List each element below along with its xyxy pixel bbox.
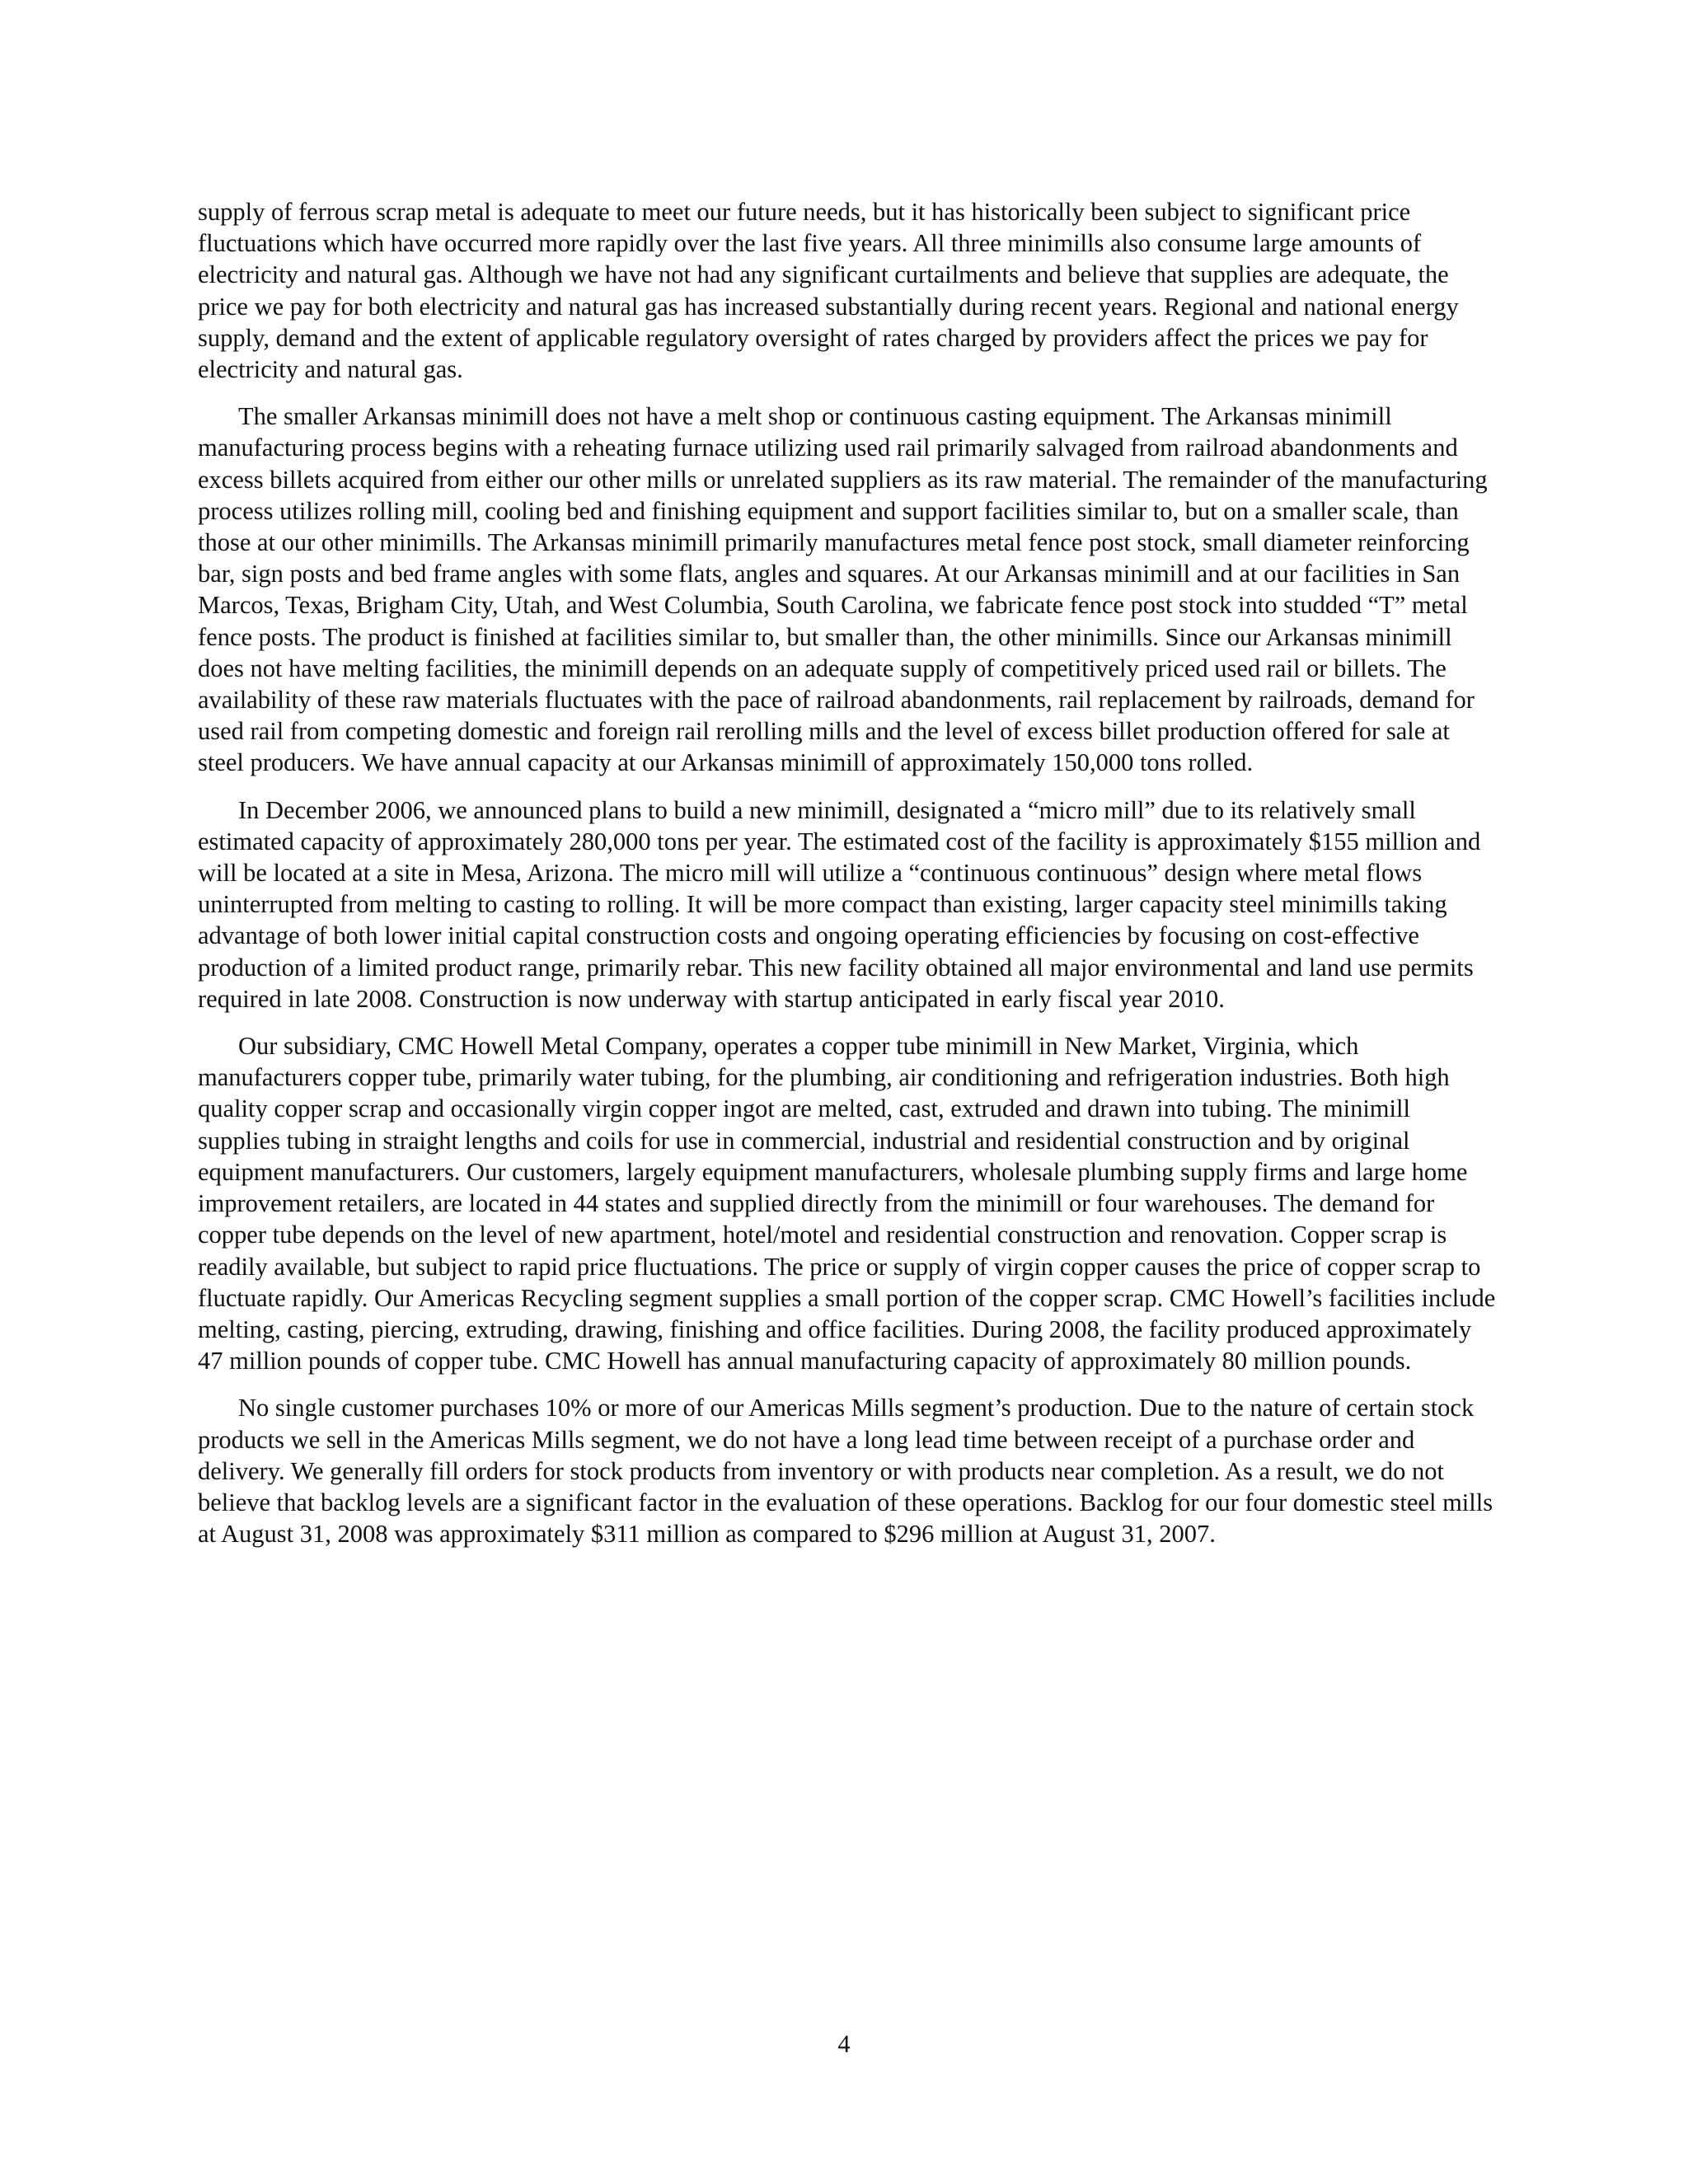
paragraph-5: No single customer purchases 10% or more of our Americas Mills segment’s production. Due to the nature of certain stock products we sell in the Americas Mills segment, we do not have a long lead time between receipt of a purchase order and delivery. We generally fill orders for stock products from inventory or with products near completion. As a result, we do not believe that backlog levels are a significant factor in the evaluation of these operations. Backlog for our four domestic steel mills at August 31, 2008 was approximately $311 million as compared to $296 million at August 31, 2007. bbox=[198, 1394, 1493, 1549]
paragraph-4: Our subsidiary, CMC Howell Metal Company, operates a copper tube minimill in New Market, Virginia, which manufacturers copper tube, primarily water tubing, for the plumbing, air conditioning and refrigeration industries. Both high quality copper scrap and occasionally virgin copper ingot are melted, cast, extruded and drawn into tubing. The minimill supplies tubing in straight lengths and coils for use in commercial, industrial and residential construction and by original equipment manufacturers. Our customers, largely equipment manufacturers, wholesale plumbing supply firms and large home improvement retailers, are located in 44 states and supplied directly from the minimill or four warehouses. The demand for copper tube depends on the level of new apartment, hotel/motel and residential construction and renovation. Copper scrap is readily available, but subject to rapid price fluctuations. The price or supply of virgin copper causes the price of copper scrap to fluctuate rapidly. Our Americas Recycling segment supplies a small portion of the copper scrap. CMC Howell’s facilities include melting, casting, piercing, extruding, drawing, finishing and office facilities. During 2008, the facility produced approximately 47 million pounds of copper tube. CMC Howell has annual manufacturing capacity of approximately 80 million pounds. bbox=[198, 1032, 1496, 1376]
paragraph-1: supply of ferrous scrap metal is adequate to meet our future needs, but it has historically been subject to significant price fluctuations which have occurred more rapidly over the last five years. All three minimills also consume large amounts of electricity and natural gas. Although we have not had any significant curtailments and believe that supplies are adequate, the price we pay for both electricity and natural gas has increased substantially during recent years. Regional and national energy supply, demand and the extent of applicable regulatory oversight of rates charged by providers affect the prices we pay for electricity and natural gas. bbox=[198, 198, 1459, 384]
paragraph-3: In December 2006, we announced plans to build a new minimill, designated a “micro mill” due to its relatively small estimated capacity of approximately 280,000 tons per year. The estimated cost of the facility is approximately $155 million and will be located at a site in Mesa, Arizona. The micro mill will utilize a “continuous continuous” design where metal flows uninterrupted from melting to casting to rolling. It will be more compact than existing, larger capacity steel minimills taking advantage of both lower initial capital construction costs and ongoing operating efficiencies by focusing on cost-effective production of a limited product range, primarily rebar. This new facility obtained all major environmental and land use permits required in late 2008. Construction is now underway with startup anticipated in early fiscal year 2010. bbox=[198, 795, 1481, 1013]
page-number: 4 bbox=[837, 2030, 851, 2058]
paragraph-2: The smaller Arkansas minimill does not have a melt shop or continuous casting equipment. The Arkansas minimill manufacturing process begins with a reheating furnace utilizing used rail primarily salvaged from railroad abandonments and excess billets acquired from either our other mills or unrelated suppliers as its raw material. The remainder of the manufacturing process utilizes rolling mill, cooling bed and finishing equipment and support facilities similar to, but on a smaller scale, than those at our other minimills. The Arkansas minimill primarily manufactures metal fence post stock, small diameter reinforcing bar, sign posts and bed frame angles with some flats, angles and squares. At our Arkansas minimill and at our facilities in San Marcos, Texas, Brigham City, Utah, and West Columbia, South Carolina, we fabricate fence post stock into studded “T” metal fence posts. The product is finished at facilities similar to, but smaller than, the other minimills. Since our Arkansas minimill does not have melting facilities, the minimill depends on an adequate supply of competitively priced used rail or billets. The availability of these raw materials fluctuates with the pace of railroad abandonments, rail replacement by railroads, demand for used rail from competing domestic and foreign rail rerolling mills and the level of excess billet production offered for sale at steel producers. We have annual capacity at our Arkansas minimill of approximately 150,000 tons rolled. bbox=[198, 402, 1488, 777]
body-text bbox=[198, 196, 1497, 1565]
